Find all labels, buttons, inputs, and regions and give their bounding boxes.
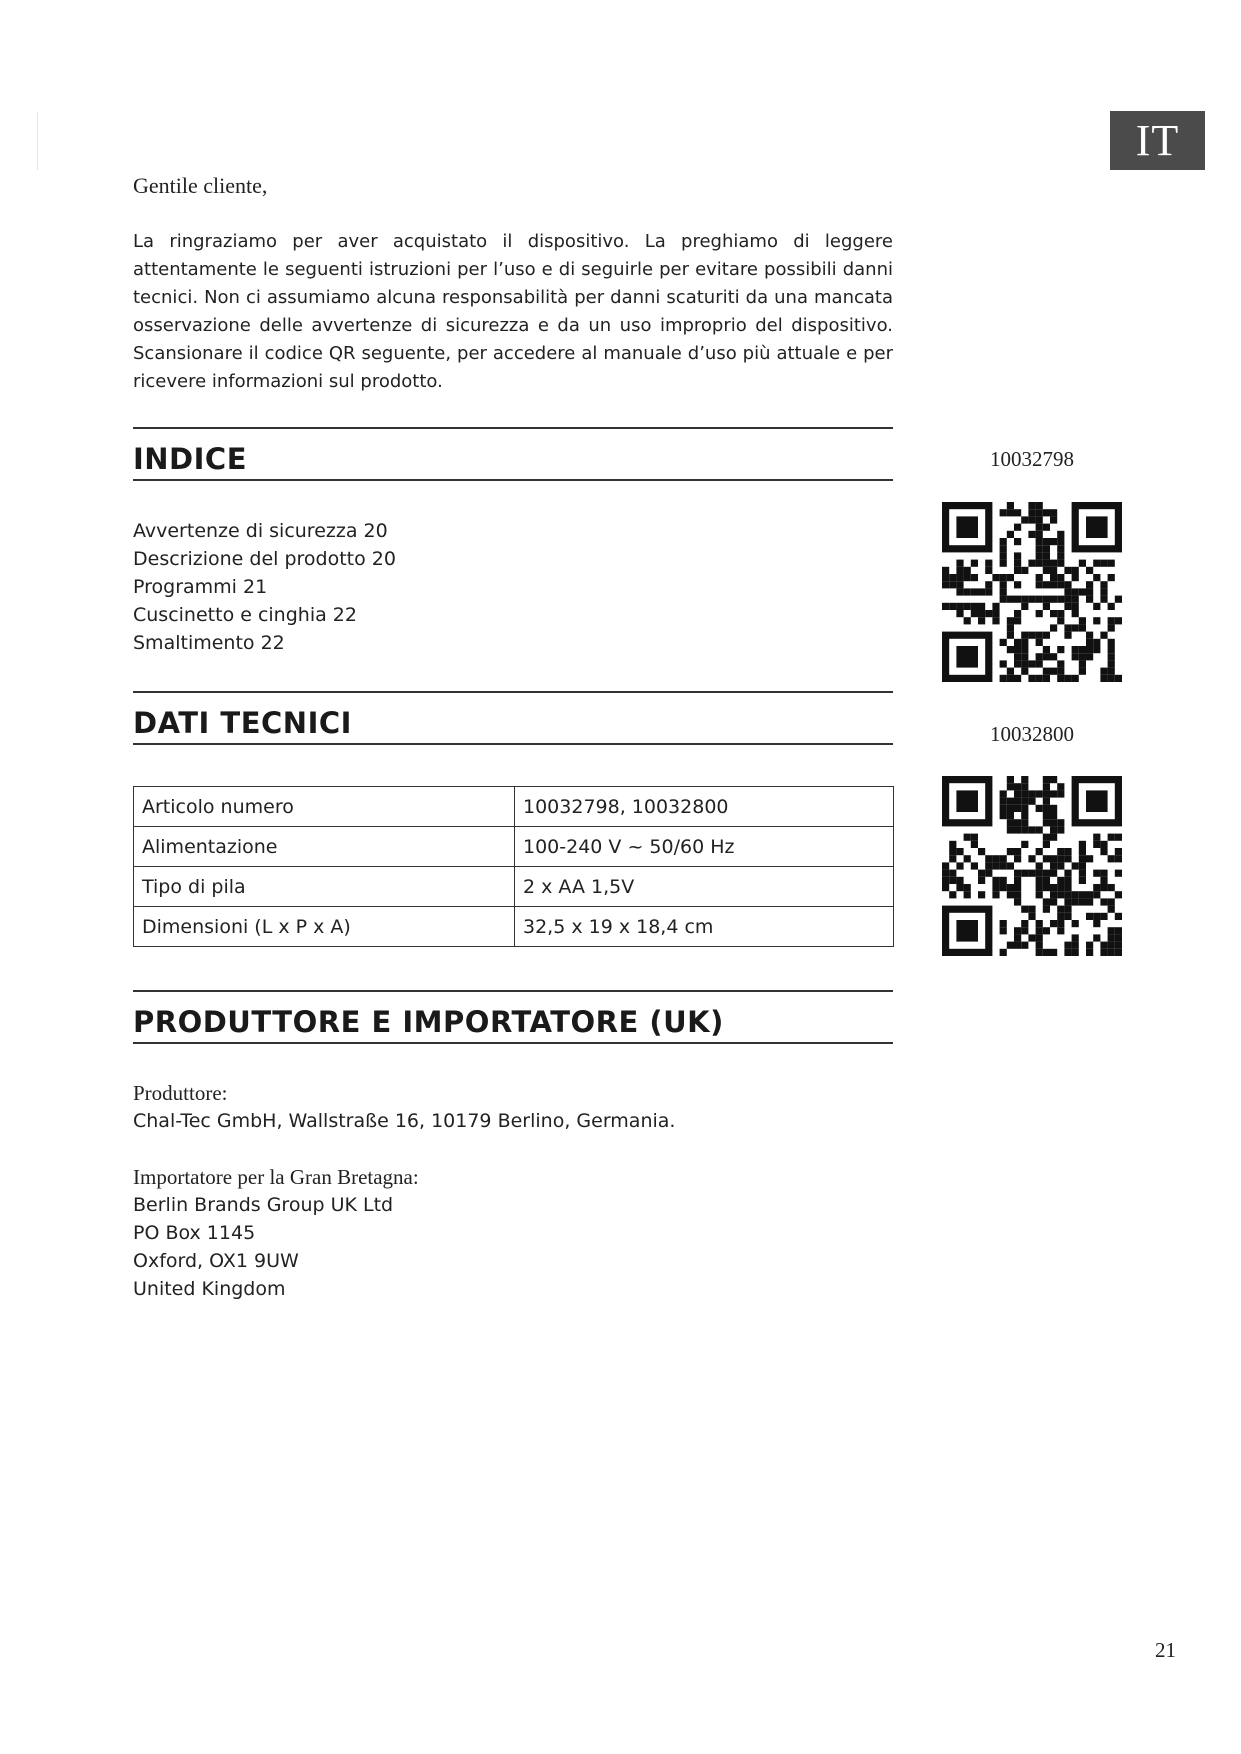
section-tech-header — [133, 691, 893, 745]
toc-item: Programmi 21 — [133, 576, 268, 598]
section-producer-title: PRODUTTORE E IMPORTATORE (UK) — [133, 1005, 724, 1039]
page-number: 21 — [1155, 1638, 1176, 1662]
producer-label: Produttore: — [133, 1081, 228, 1105]
spec-value: 2 x AA 1,5V — [515, 867, 894, 907]
section-tech-title: DATI TECNICI — [133, 706, 352, 740]
importer-block — [133, 1163, 419, 1303]
importer-line: Berlin Brands Group UK Ltd — [133, 1194, 394, 1216]
importer-line: PO Box 1145 — [133, 1222, 256, 1244]
qr-code-icon — [942, 776, 1122, 956]
toc-item: Avvertenze di sicurezza 20 — [133, 520, 388, 542]
spec-key: Articolo numero — [134, 787, 515, 827]
table-of-contents — [133, 517, 396, 657]
importer-line: Oxford, OX1 9UW — [133, 1250, 299, 1272]
qr-label: 10032798 — [990, 447, 1074, 471]
section-producer-header — [133, 990, 893, 1044]
table-row — [134, 907, 894, 947]
margin-mark — [37, 112, 38, 170]
section-index-header — [133, 427, 893, 481]
intro-paragraph: La ringraziamo per aver acquistato il dispositivo. La preghiamo di leggere attentamente le seguenti istruzioni per l’uso e di seguirle per evitare possibili danni tecnici. Non ci assumiamo alcuna responsabilità per danni scaturiti da una mancata osservazione delle avvertenze di sicurezza e da un uso improprio del dispositivo. Scansionare il codice QR seguente, per accedere al manuale d’uso più attuale e per ricevere informazioni sul prodotto. — [133, 231, 893, 392]
table-row — [134, 827, 894, 867]
greeting: Gentile cliente, — [133, 173, 268, 198]
qr-code-icon — [942, 502, 1122, 682]
language-tab: IT — [1110, 111, 1205, 170]
toc-item: Descrizione del prodotto 20 — [133, 548, 396, 570]
specs-table — [133, 786, 894, 947]
spec-key: Tipo di pila — [134, 867, 515, 907]
producer-address: Chal-Tec GmbH, Wallstraße 16, 10179 Berlino, Germania. — [133, 1110, 676, 1132]
producer-block — [133, 1079, 675, 1135]
importer-line: United Kingdom — [133, 1278, 286, 1300]
importer-label: Importatore per la Gran Bretagna: — [133, 1165, 419, 1189]
section-index-title: INDICE — [133, 442, 248, 476]
toc-item: Cuscinetto e cinghia 22 — [133, 604, 357, 626]
toc-item: Smaltimento 22 — [133, 632, 285, 654]
spec-value: 32,5 x 19 x 18,4 cm — [515, 907, 894, 947]
spec-key: Dimensioni (L x P x A) — [134, 907, 515, 947]
qr-label: 10032800 — [990, 722, 1074, 746]
table-row — [134, 867, 894, 907]
spec-value: 100-240 V ~ 50/60 Hz — [515, 827, 894, 867]
spec-value: 10032798, 10032800 — [515, 787, 894, 827]
table-row — [134, 787, 894, 827]
spec-key: Alimentazione — [134, 827, 515, 867]
